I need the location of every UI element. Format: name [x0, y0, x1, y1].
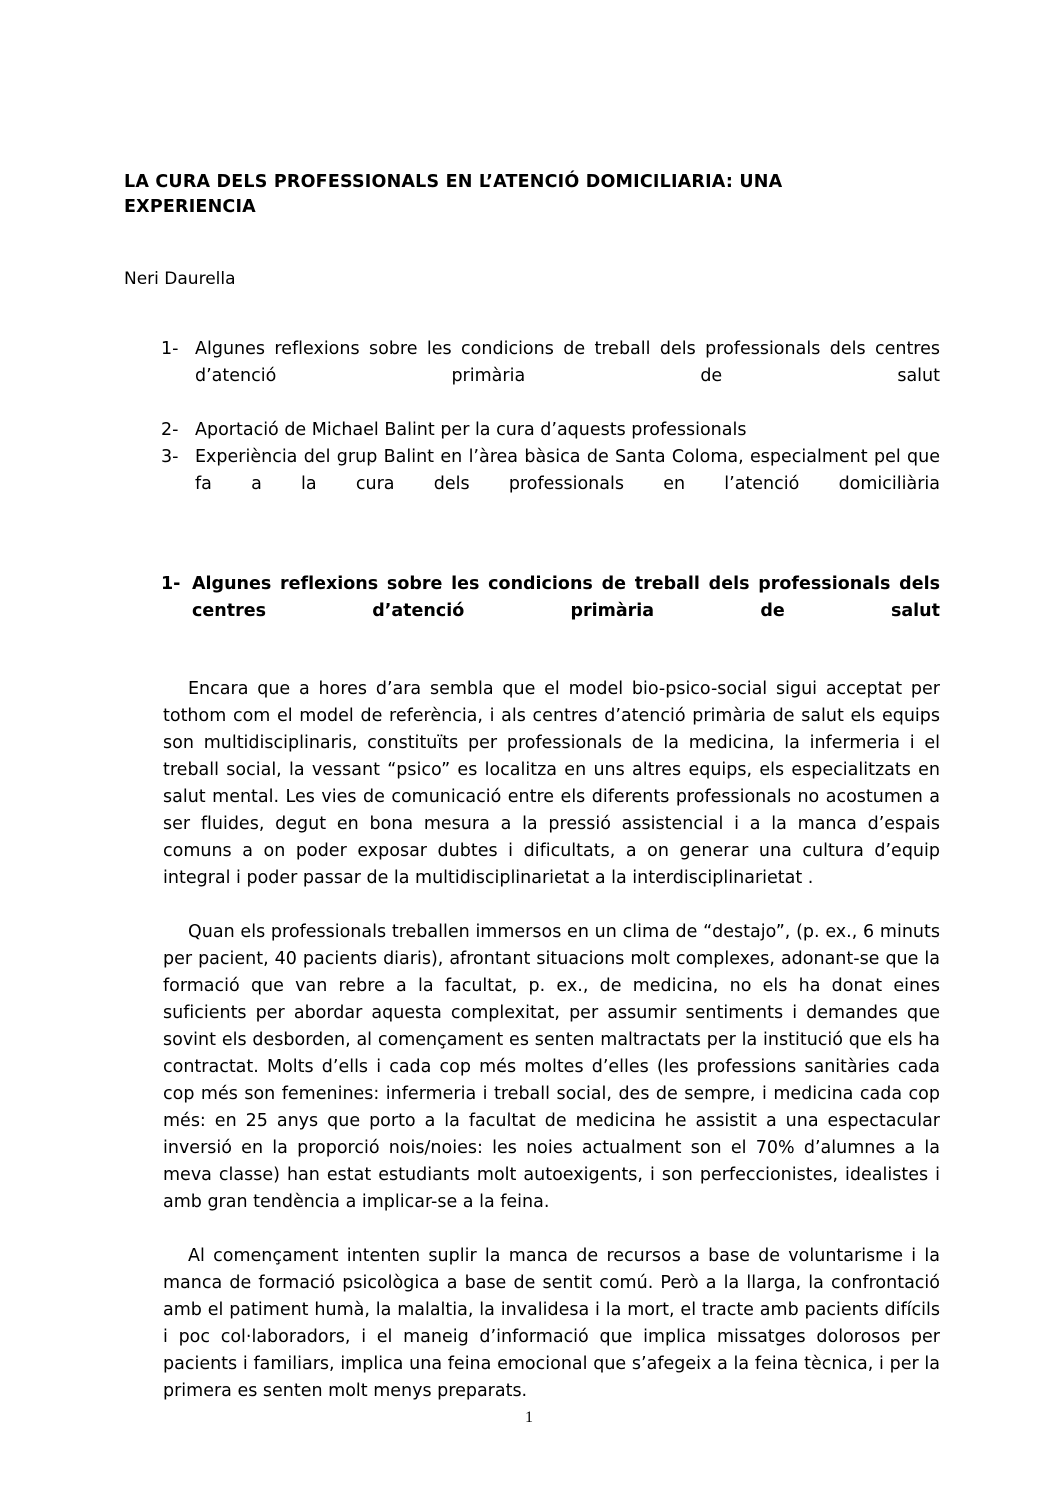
list-item-number: 3-: [161, 447, 179, 467]
paragraph: Quan els professionals treballen immersos en un clima de “destajo”, (p. ex., 6 minuts per pacient, 40 pacients diaris), afrontant situacions molt complexes, adonant-se que la formació que van rebre a la facultat, p. ex., de medicina, no els ha donat eines suficients per abordar aquesta complexitat, per assumir sentiments i demandes que sovint els desborden, al començament es senten maltractats per la institució que els ha contractat. Molts d’ells i cada cop més moltes d’elles (les professions sanitàries cada cop més son femenines: infermeria i treball social, des de sempre, i medicina cada cop més: en 25 anys que porto a la facultat de medicina he assistit a una espectacular inversió en la proporció nois/noies: les noies actualment son el 70% d’alumnes a la meva classe) han estat estudiants molt autoexigents, i son perfeccionistes, idealistes i amb gran tendència a implicar-se a la feina.: [163, 922, 940, 1212]
list-item-label: Experiència del grup Balint en l’àrea bàsica de Santa Coloma, especialment pel que fa a la cura dels professionals en l’atenció domiciliària: [195, 447, 940, 494]
list-item-number: 2-: [161, 420, 179, 440]
document-content: [124, 170, 940, 1405]
page-title: LA CURA DELS PROFESSIONALS EN L’ATENCIÓ DOMICILIARIA: UNA EXPERIENCIA: [124, 172, 783, 217]
list-item-number: 1-: [161, 339, 179, 359]
section-heading: [124, 525, 940, 652]
outline-list: [124, 290, 940, 525]
list-item-label: Aportació de Michael Balint per la cura d’aquests professionals: [195, 420, 747, 440]
section-heading-label: Algunes reflexions sobre les condicions de treball dels professionals dels centres d’atenció primària de salut: [192, 574, 940, 621]
section-heading-number: 1-: [161, 574, 181, 594]
list-item-label: Algunes reflexions sobre les condicions de treball dels professionals dels centres d’atenció primària de salut: [195, 339, 940, 386]
author-name: Neri Daurella: [124, 269, 236, 289]
list-item: [161, 336, 940, 417]
section-body: [124, 652, 940, 1405]
paragraph: Al començament intenten suplir la manca de recursos a base de voluntarisme i la manca de formació psicològica a base de sentit comú. Però a la llarga, la confrontació amb el patiment humà, la malaltia, la invalidesa i la mort, el tracte amb pacients difícils i poc col·laboradors, i el maneig d’informació que implica missatges dolorosos per pacients i familiars, implica una feina emocional que s’afegeix a la feina tècnica, i per la primera es senten molt menys preparats.: [163, 1246, 940, 1401]
list-item: [161, 417, 940, 444]
list-item: [161, 444, 940, 525]
page-number: 1: [525, 1409, 533, 1426]
paragraph: Encara que a hores d’ara sembla que el model bio-psico-social sigui acceptat per tothom com el model de referència, i als centres d’atenció primària de salut els equips son multidisciplinaris, constituïts per professionals de la medicina, la infermeria i el treball social, la vessant “psico” es localitza en uns altres equips, els especialitzats en salut mental. Les vies de comunicació entre els diferents professionals no acostumen a ser fluides, degut en bona mesura a la pressió assistencial i a la manca d’espais comuns a on poder exposar dubtes i dificultats, a on generar una cultura d’equip integral i poder passar de la multidisciplinarietat a la interdisciplinarietat .: [163, 679, 940, 888]
